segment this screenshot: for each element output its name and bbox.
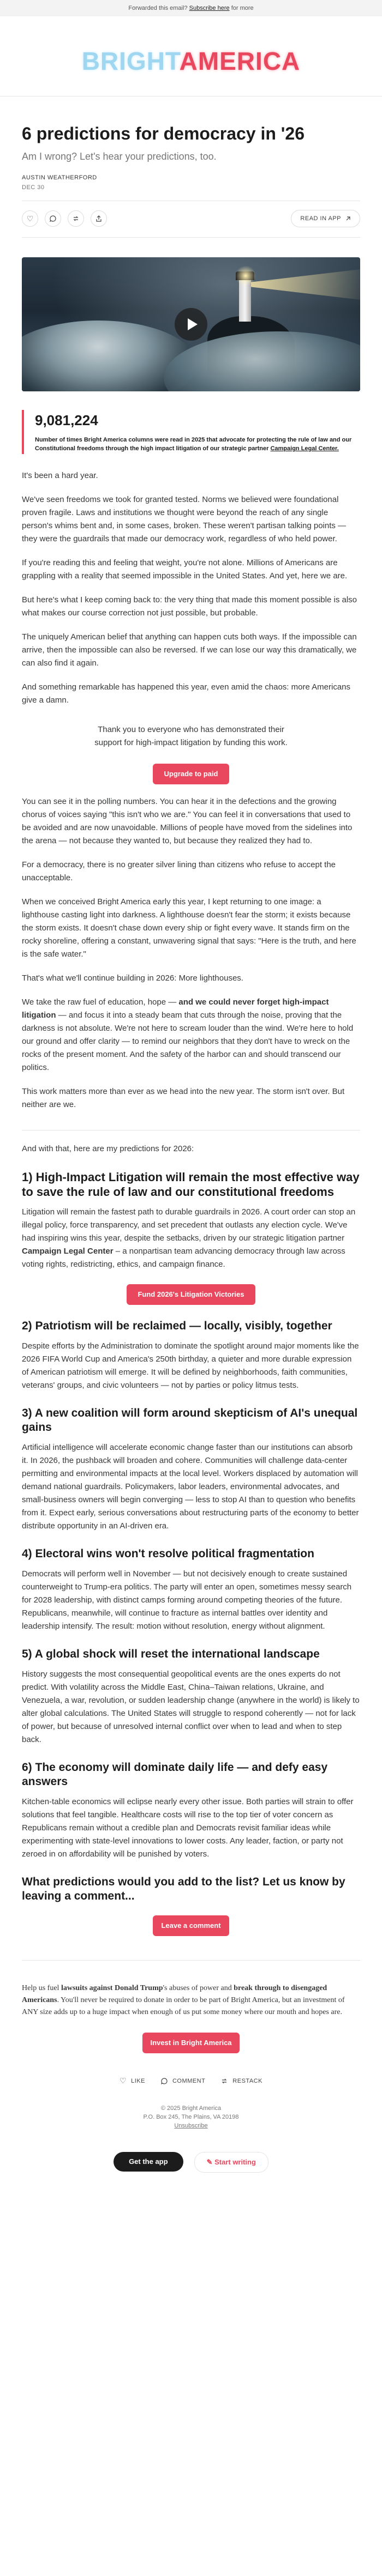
paragraph: This work matters more than ever as we head into the new year. The storm isn't over. But neither are we. xyxy=(22,1087,345,1109)
brand-logo-part2: AMERICA xyxy=(179,47,301,75)
paragraph: You can see it in the polling numbers. You can hear it in the defections and the growing chorus of voices saying "this isn't who we are." You can feel it in conversations that used to be avoided and are now unavoidable. Millions of people have moved from the sidelines into the arena — not because they wanted to, but because they realized they had to. xyxy=(22,797,353,845)
prediction-title: 2) Patriotism will be reclaimed — locally, visibly, together xyxy=(22,1320,332,1332)
upgrade-to-paid-button[interactable]: Upgrade to paid xyxy=(153,764,229,784)
bold-span: lawsuits against Donald Trump xyxy=(61,1984,163,1992)
get-the-app-button[interactable]: Get the app xyxy=(114,2152,183,2172)
heart-icon: ♡ xyxy=(120,2076,127,2085)
post-title[interactable]: 6 predictions for democracy in '26 xyxy=(22,124,305,143)
closing-paragraph xyxy=(22,1982,360,2018)
restack-button[interactable] xyxy=(68,210,84,227)
text-span: . You'll never be required to donate in order to be part of Bright America, but an investment of ANY size adds up to a huge impact when enough of us put some money where our mouth and hopes are. xyxy=(22,1996,345,2016)
subscribe-link[interactable]: Subscribe here xyxy=(189,5,230,11)
comment-prompt-title: What predictions would you add to the list? Let us know by leaving a comment... xyxy=(22,1876,345,1902)
video-thumbnail[interactable] xyxy=(22,257,360,391)
footer-comment-label: COMMENT xyxy=(172,2077,206,2084)
start-writing-button[interactable] xyxy=(194,2152,268,2173)
footer-restack-button[interactable] xyxy=(220,2076,262,2085)
copyright: © 2025 Bright America xyxy=(160,2105,222,2112)
address: P.O. Box 245, The Plains, VA 20198 xyxy=(143,2114,239,2120)
prediction-title: 1) High-Impact Litigation will remain the most effective way to save the rule of law and our constitutional freedoms xyxy=(22,1170,360,1199)
post-container xyxy=(22,45,360,77)
paragraph: It's been a hard year. xyxy=(22,471,98,480)
prediction-6 xyxy=(22,1761,360,1861)
text-span: Litigation will remain the fastest path to durable guardrails in 2026. A court order can stop an illegal policy, force transparency, and set precedent that outlasts any election cycle. We've had inspiring wins this year, despite the setbacks, driven by our strategic litigation partner xyxy=(22,1207,356,1243)
footer xyxy=(22,2104,360,2130)
prediction-3 xyxy=(22,1406,360,1533)
campaign-legal-center-link[interactable]: Campaign Legal Center. xyxy=(270,445,339,452)
footer-actions xyxy=(22,2076,360,2085)
pen-icon: ✎ xyxy=(206,2158,215,2166)
prediction-body: History suggests the most consequential geopolitical events are the ones experts do not predict. With volatility across the Middle East, China–Taiwan relations, Ukraine, and Venezuela, a war, revolution, or sudden leadership change (anywhere in the world) is likely to alter global calculations. The United States will struggle to respond coherently — not for lack of power, but because of unresolved internal conflict over when to lead and when to step back. xyxy=(22,1670,360,1744)
text-span: Help us fuel xyxy=(22,1984,61,1992)
prediction-4 xyxy=(22,1547,360,1633)
lighthouse-paragraph xyxy=(22,996,360,1074)
lighthouse-glow xyxy=(235,266,256,286)
post-actions-bar xyxy=(22,201,360,238)
prediction-title: 5) A global shock will reset the international landscape xyxy=(22,1648,320,1660)
share-button[interactable] xyxy=(91,210,107,227)
comment-icon xyxy=(49,215,57,222)
text-span: – a nonpartisan team advancing democracy through law across voting rights, redistricting, ethics, and campaign finance. xyxy=(22,1247,345,1269)
paragraph: When we conceived Bright America early this year, I kept returning to one image: a lighthouse casting light into darkness. A lighthouse doesn't fear the storm; it exists because the storm exists. It doesn't chase down every ship or fight every wave. It stands firm on the rocky shoreline, offering a constant, unwavering signal that says: "Here is the truth, and here is the safe water." xyxy=(22,897,356,959)
play-button[interactable] xyxy=(175,308,207,341)
comment-prompt xyxy=(22,1875,360,1936)
text-span: 's abuses of power and xyxy=(163,1984,234,1992)
stat-description xyxy=(35,436,360,453)
restack-icon xyxy=(220,2077,228,2085)
author-name[interactable]: AUSTIN WEATHERFORD xyxy=(22,174,97,181)
prediction-body xyxy=(22,1206,360,1271)
app-cta-row xyxy=(22,2152,360,2173)
paragraph: If you're reading this and feeling that weight, you're not alone. Millions of Americans are grappling with a reality that seemed impossible in the United States. And yet, here we are. xyxy=(22,558,348,580)
section-divider xyxy=(22,1960,360,1961)
predictions-intro: And with that, here are my predictions for 2026: xyxy=(22,1144,194,1153)
post-date: DEC 30 xyxy=(22,184,45,191)
text-span: We take the raw fuel of education, hope — xyxy=(22,997,179,1007)
share-icon xyxy=(95,215,103,222)
prediction-5 xyxy=(22,1647,360,1746)
middle-text xyxy=(22,795,360,1111)
footer-like-button[interactable] xyxy=(120,2076,145,2085)
predictions xyxy=(22,1142,360,1936)
stat-callout xyxy=(22,410,360,454)
intro-text xyxy=(22,469,360,707)
post-subtitle: Am I wrong? Let's hear your predictions, too. xyxy=(22,151,217,162)
prediction-body: Despite efforts by the Administration to dominate the spotlight around major moments like the 2026 FIFA World Cup and America's 250th birthday, a quieter and more durable expression of American patriotism will emerge. It will be defined by neighborhoods, faith communities, veterans' groups, and civic volunteers — not by parties or policy litmus tests. xyxy=(22,1341,359,1390)
footer-comment-button[interactable] xyxy=(160,2076,205,2085)
text-span: — and focus it into a steady beam that cuts through the noise, proving that the darkness is not absolute. We're not here to scream louder than the wind. We're here to hold our ground and offer clarity — to remind our neighbors that they don't have to wreck on the rocks of the present moment. And the safety of the harbor can and should transcend our politics. xyxy=(22,1011,354,1072)
paragraph: But here's what I keep coming back to: the very thing that made this moment possible is also what makes our course correction not just possible, but probable. xyxy=(22,595,357,618)
support-message: Thank you to everyone who has demonstrated their support for high-impact litigation by funding this work. xyxy=(94,725,288,747)
footer-like-label: LIKE xyxy=(131,2077,145,2084)
forward-suffix: for more xyxy=(231,5,254,11)
footer-restack-label: RESTACK xyxy=(232,2077,262,2084)
leave-comment-button[interactable]: Leave a comment xyxy=(153,1915,229,1936)
comment-button[interactable] xyxy=(45,210,61,227)
like-button[interactable] xyxy=(22,210,38,227)
play-icon xyxy=(188,318,198,330)
prediction-body: Kitchen-table economics will eclipse nearly every other issue. Both parties will strain to offer solutions that feel tangible. Healthcare costs will rise to the top tier of voter concern as Republicans remain without a credible plan and Democrats revisit familiar ideas while experimenting with state-level innovations to lower costs. Any leader, faction, or party not zeroed in on affordability will be punished by voters. xyxy=(22,1797,354,1859)
unsubscribe-link[interactable]: Unsubscribe xyxy=(174,2123,208,2129)
prediction-body: Democrats will perform well in November — but not decisively enough to create sustained counterweight to Trump-era politics. The party will enter an open, sometimes messy search for 2028 leadership, with distinct camps forming around competing theories of the future. Republicans, meanwhile, will continue to fracture as internal battles over identity and leadership intensify. The result: motion without resolution, energy without alignment. xyxy=(22,1569,352,1631)
post-body xyxy=(22,123,360,2173)
prediction-title: 4) Electoral wins won't resolve political fragmentation xyxy=(22,1547,314,1560)
bold-span: Campaign Legal Center xyxy=(22,1247,114,1256)
prediction-body: Artificial intelligence will accelerate economic change faster than our institutions can absorb it. In 2026, the pushback will broaden and cohere. Communities will challenge data-center permitting and environmental impacts at the local level. Workers displaced by automation will demand national guardrails. Policymakers, labor leaders, environmental advocates, and small-business owners will begin converging — less to stop AI than to question who benefits from it. Expect early, serious conversations about restructuring parts of the economy to better distribute opportunity in an AI-driven era. xyxy=(22,1443,359,1531)
read-in-app-button[interactable] xyxy=(291,210,360,227)
paragraph: The uniquely American belief that anything can happen cuts both ways. If the impossible can arrive, then the impossible can also be reversed. If we can lose our way this dramatically, we can also find it again. xyxy=(22,632,357,668)
invest-button[interactable]: Invest in Bright America xyxy=(142,2033,240,2053)
brand-logo[interactable] xyxy=(22,45,360,77)
prediction-title: 3) A new coalition will form around skepticism of AI's unequal gains xyxy=(22,1407,358,1434)
brand-logo-part1: BRIGHT xyxy=(81,47,180,75)
heart-icon: ♡ xyxy=(26,214,34,223)
read-in-app-label: READ IN APP xyxy=(300,215,341,222)
paragraph: And something remarkable has happened this year, even amid the chaos: more Americans give a damn. xyxy=(22,682,351,705)
start-writing-label: Start writing xyxy=(214,2158,256,2166)
prediction-1 xyxy=(22,1170,360,1305)
forward-text: Forwarded this email? xyxy=(128,5,188,11)
fund-litigation-button[interactable]: Fund 2026's Litigation Victories xyxy=(127,1284,255,1305)
stat-number: 9,081,224 xyxy=(35,412,98,428)
stat-description-text: Number of times Bright America columns were read in 2025 that advocate for protecting the rule of law and our Constitutional freedoms through the high impact litigation of our strategic partner xyxy=(35,437,352,452)
prediction-2 xyxy=(22,1319,360,1392)
restack-icon xyxy=(72,215,80,222)
bold-span: break through to disengaged Americans xyxy=(22,1984,327,2004)
paragraph: We've seen freedoms we took for granted tested. Norms we believed were foundational proven fragile. Laws and institutions we thought were beyond the reach of any single person's whims bent and, in some cases, broken. These weren't partisan talking points — they were the guardrails that made our democracy work, regardless of who held power. xyxy=(22,495,347,543)
paragraph: For a democracy, there is no greater silver lining than citizens who refuse to accept the unacceptable. xyxy=(22,860,336,882)
arrow-icon xyxy=(345,216,351,221)
bold-span: and we could never forget high-impact litigation xyxy=(22,997,329,1020)
paragraph: That's what we'll continue building in 2026: More lighthouses. xyxy=(22,973,243,983)
prediction-title: 6) The economy will dominate daily life — and defy easy answers xyxy=(22,1761,328,1788)
comment-icon xyxy=(160,2077,168,2085)
forward-bar xyxy=(0,0,382,16)
